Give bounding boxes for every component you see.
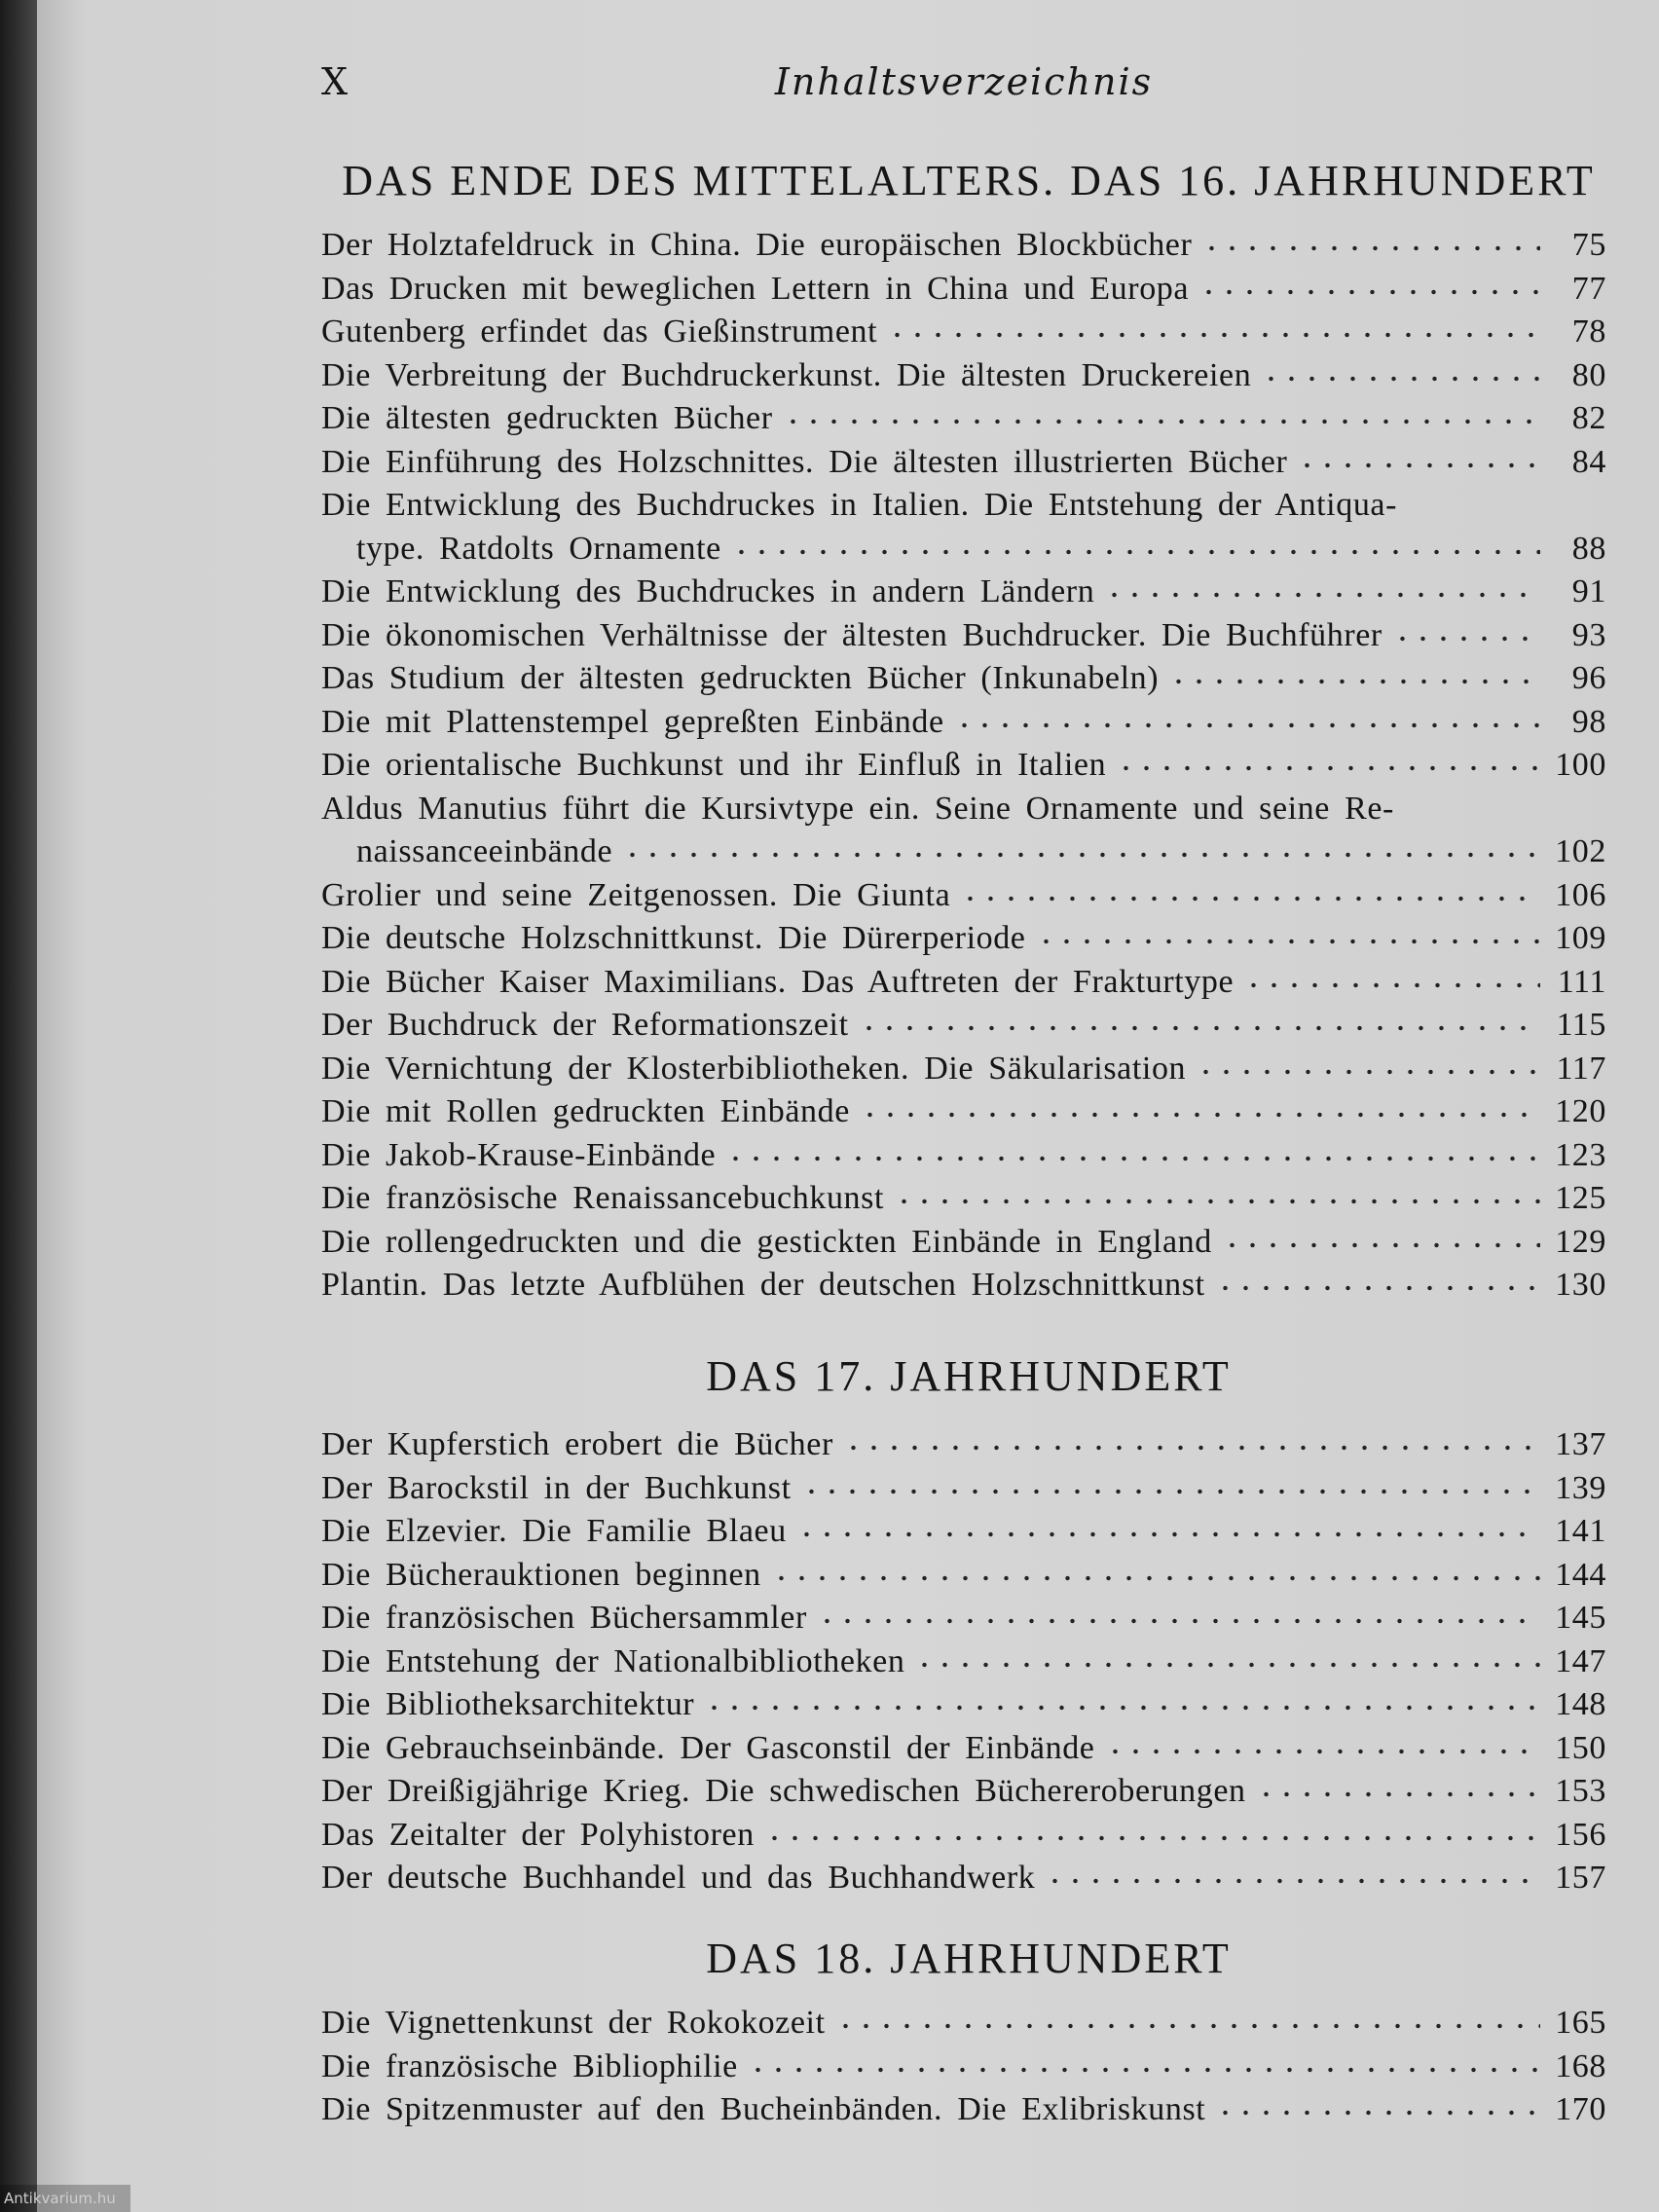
section-heading-18th-century: DAS 18. JAHRHUNDERT — [706, 1935, 1232, 1982]
toc-entry: Die Einführung des Holzschnittes. Die ältesten illustrierten Bücher 84 — [321, 441, 1606, 485]
toc-entry: Das Zeitalter der Polyhistoren 156 — [321, 1814, 1606, 1858]
toc-entry: Die französischen Büchersammler 145 — [321, 1597, 1606, 1641]
toc-section-18th-century — [321, 2002, 1606, 2132]
section-heading-17th-century: DAS 17. JAHRHUNDERT — [706, 1352, 1232, 1400]
toc-page-number: 148 — [1555, 1686, 1606, 1722]
section-heading-16th-century: DAS ENDE DES MITTELALTERS. DAS 16. JAHRHUNDERT — [342, 157, 1596, 204]
toc-page-number: 137 — [1555, 1426, 1606, 1462]
toc-entry: Die Entstehung der Nationalbibliotheken 147 — [321, 1641, 1606, 1684]
running-head — [321, 60, 1606, 115]
toc-entry: Die deutsche Holzschnittkunst. Die Dürerperiode 109 — [321, 917, 1606, 961]
toc-page-number: 144 — [1555, 1556, 1606, 1593]
toc-page-number: 109 — [1555, 920, 1606, 956]
toc-page-number: 125 — [1555, 1180, 1606, 1216]
toc-entry: Der Buchdruck der Reformationszeit 115 — [321, 1004, 1606, 1048]
toc-page-number: 139 — [1555, 1469, 1606, 1506]
book-spine-shadow — [0, 0, 37, 2212]
toc-entry: Die Gebrauchseinbände. Der Gasconstil der Einbände 150 — [321, 1727, 1606, 1771]
toc-entry: Die Verbreitung der Buchdruckerkunst. Die ältesten Druckereien 80 — [321, 354, 1606, 398]
toc-page-number: 80 — [1571, 356, 1606, 393]
toc-page-number: 88 — [1571, 530, 1606, 567]
toc-page-number: 75 — [1571, 227, 1606, 263]
toc-entry: Der deutsche Buchhandel und das Buchhandwerk 157 — [321, 1857, 1606, 1900]
toc-page-number: 111 — [1557, 963, 1606, 1000]
toc-entry: Der Kupferstich erobert die Bücher 137 — [321, 1423, 1606, 1467]
toc-entry: Plantin. Das letzte Aufblühen der deutschen Holzschnittkunst 130 — [321, 1264, 1606, 1308]
page-number: X — [321, 60, 350, 103]
toc-page-number: 129 — [1555, 1223, 1606, 1260]
toc-page-number: 141 — [1555, 1513, 1606, 1549]
toc-page-number: 117 — [1556, 1050, 1606, 1087]
toc-entry-first-line: Die Entwicklung des Buchdruckes in Italien. Die Entstehung der Antiqua- — [321, 487, 1398, 523]
toc-page-number: 84 — [1571, 443, 1606, 480]
toc-page-number: 93 — [1571, 616, 1606, 653]
toc-page-number: 145 — [1555, 1600, 1606, 1636]
watermark: Antikvarium.hu — [0, 2185, 130, 2212]
toc-entry: Grolier und seine Zeitgenossen. Die Giunta 106 — [321, 874, 1606, 918]
toc-entry: Die Vernichtung der Klosterbibliotheken. Die Säkularisation 117 — [321, 1048, 1606, 1091]
toc-entry: Das Drucken mit beweglichen Lettern in China und Europa 77 — [321, 268, 1606, 312]
toc-entry: Die ökonomischen Verhältnisse der ältesten Buchdrucker. Die Buchführer 93 — [321, 614, 1606, 658]
toc-entry: Die Entwicklung des Buchdruckes in andern Ländern 91 — [321, 571, 1606, 614]
toc-page-number: 170 — [1555, 2091, 1606, 2127]
toc-page-number: 147 — [1555, 1642, 1606, 1679]
toc-page-number: 165 — [1555, 2005, 1606, 2041]
toc-page-number: 96 — [1571, 660, 1606, 696]
toc-entry: Der Dreißigjährige Krieg. Die schwedischen Büchereroberungen 153 — [321, 1770, 1606, 1814]
toc-page-number: 153 — [1555, 1773, 1606, 1809]
toc-entry: Die Vignettenkunst der Rokokozeit 165 — [321, 2002, 1606, 2046]
toc-page-number: 78 — [1571, 313, 1606, 350]
toc-entry: Die Bücherauktionen beginnen 144 — [321, 1554, 1606, 1598]
toc-entry: Gutenberg erfindet das Gießinstrument 78 — [321, 311, 1606, 354]
toc-page-number: 156 — [1555, 1816, 1606, 1853]
toc-page-number: 98 — [1571, 703, 1606, 740]
toc-page-number: 150 — [1555, 1729, 1606, 1766]
toc-entry: naissanceeinbände 102 — [321, 830, 1606, 874]
toc-entry: Die Bibliotheksarchitektur 148 — [321, 1683, 1606, 1727]
running-title: Inhaltsverzeichnis — [774, 60, 1154, 103]
toc-entry: type. Ratdolts Ornamente 88 — [321, 528, 1606, 571]
toc-page-number: 120 — [1555, 1093, 1606, 1129]
toc-entry: Das Studium der ältesten gedruckten Bücher (Inkunabeln) 96 — [321, 657, 1606, 701]
toc-entry: Die rollengedruckten und die gestickten Einbände in England 129 — [321, 1221, 1606, 1265]
toc-section-17th-century — [321, 1423, 1606, 1900]
toc-page-number: 77 — [1571, 270, 1606, 307]
toc-page-number: 115 — [1556, 1007, 1606, 1043]
toc-page-number: 168 — [1555, 2047, 1606, 2084]
toc-page-number: 130 — [1555, 1267, 1606, 1303]
toc-entry: Die ältesten gedruckten Bücher 82 — [321, 397, 1606, 441]
book-page — [37, 0, 1659, 2212]
toc-entry-first-line: Aldus Manutius führt die Kursivtype ein. Seine Ornamente und seine Re- — [321, 790, 1394, 827]
toc-page-number: 100 — [1555, 747, 1606, 783]
toc-page-number: 91 — [1571, 573, 1606, 609]
toc-entry: Die mit Rollen gedruckten Einbände 120 — [321, 1090, 1606, 1134]
toc-page-number: 82 — [1571, 400, 1606, 436]
toc-entry: Die Spitzenmuster auf den Bucheinbänden. Die Exlibriskunst 170 — [321, 2088, 1606, 2132]
toc-entry: Die mit Plattenstempel gepreßten Einbände 98 — [321, 701, 1606, 745]
toc-entry: Der Barockstil in der Buchkunst 139 — [321, 1467, 1606, 1511]
toc-page-number: 123 — [1555, 1136, 1606, 1173]
toc-page-number: 106 — [1555, 876, 1606, 913]
toc-entry: Die Elzevier. Die Familie Blaeu 141 — [321, 1510, 1606, 1554]
toc-page-number: 157 — [1555, 1860, 1606, 1896]
toc-entry: Die französische Bibliophilie 168 — [321, 2046, 1606, 2089]
toc-page-number: 102 — [1555, 833, 1606, 869]
toc-entry: Die Jakob-Krause-Einbände 123 — [321, 1134, 1606, 1178]
toc-entry: Die Bücher Kaiser Maximilians. Das Auftreten der Frakturtype 111 — [321, 961, 1606, 1005]
toc-entry: Die französische Renaissancebuchkunst 125 — [321, 1177, 1606, 1221]
toc-entry: Der Holztafeldruck in China. Die europäischen Blockbücher 75 — [321, 224, 1606, 268]
toc-section-16th-century — [321, 224, 1606, 1308]
toc-entry: Die orientalische Buchkunst und ihr Einfluß in Italien 100 — [321, 744, 1606, 788]
